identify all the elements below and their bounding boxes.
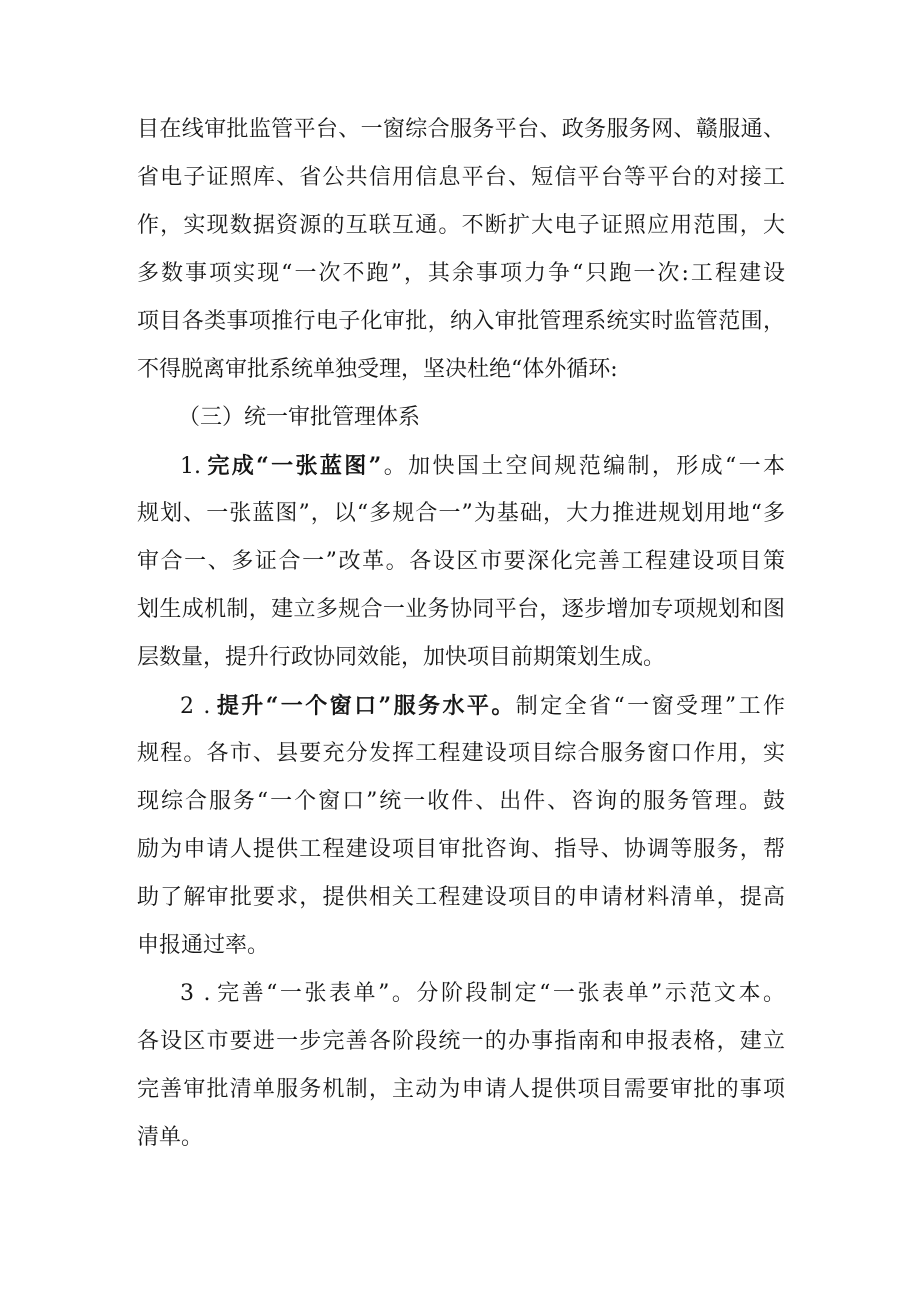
text-line: 完善审批清单服务机制，主动为申请人提供项目需要审批的事项: [137, 1077, 785, 1102]
text-line: 规划、一张蓝图”，以“多规合一”为基础，大力推进规划用地“多: [137, 501, 785, 526]
text-line: 划生成机制，建立多规合一业务协同平台，逐步增加专项规划和图: [137, 597, 785, 622]
item-number: 3 .: [180, 981, 211, 1006]
text-line: 现综合服务“一个窗口”统一收件、出件、咨询的服务管理。鼓: [137, 789, 785, 814]
text-line: 励为申请人提供工程建设项目审批咨询、指导、协调等服务，帮: [137, 837, 785, 862]
text-line: 清单。: [137, 1125, 204, 1150]
text-line: 助了解审批要求，提供相关工程建设项目的申请材料清单，提高: [137, 885, 785, 910]
item-title: 提升“一个窗口”服务水平。: [214, 693, 516, 719]
item-2-paragraph: [137, 682, 785, 970]
text-line: 项目各类事项推行电子化审批，纳入审批管理系统实时监管范围，: [137, 309, 785, 334]
text-line: 申报通过率。: [137, 933, 270, 958]
section-heading: （三）统一审批管理体系: [178, 405, 421, 430]
text-line: 作，实现数据资源的互联互通。不断扩大电子证照应用范围，大: [137, 213, 785, 238]
item-number: 2 .: [180, 694, 211, 719]
text-line: 审合一、多证合一”改革。各设区市要深化完善工程建设项目策: [137, 549, 785, 574]
item-1-paragraph: [137, 442, 785, 682]
text-line: 各设区市要进一步完善各阶段统一的办事指南和申报表格，建立: [137, 1029, 785, 1054]
item-1-first-line: [137, 442, 785, 490]
item-text: 制定全省“一窗受理”工作: [515, 694, 785, 719]
item-3-paragraph: [137, 970, 785, 1162]
item-text: 。加快国土空间规范编制，形成“一本: [381, 454, 785, 479]
item-title: 完成“一张蓝图”: [205, 453, 382, 479]
item-2-first-line: [137, 682, 785, 730]
text-line: 不得脱离审批系统单独受理，坚决杜绝“体外循环:: [137, 357, 618, 382]
text-line: 省电子证照库、省公共信用信息平台、短信平台等平台的对接工: [137, 165, 785, 190]
item-3-first-line: [137, 970, 785, 1018]
text-line: 层数量，提升行政协同效能，加快项目前期策划生成。: [137, 645, 666, 670]
intro-paragraph: [137, 106, 785, 394]
item-number: 1.: [180, 454, 201, 479]
item-text: 完善“一张表单”。分阶段制定“一张表单”示范文本。: [214, 981, 785, 1006]
text-line: 规程。各市、县要充分发挥工程建设项目综合服务窗口作用，实: [137, 741, 785, 766]
document-body: [137, 106, 785, 1162]
text-line: 目在线审批监管平台、一窗综合服务平台、政务服务网、赣服通、: [137, 117, 785, 142]
text-line: 多数事项实现“一次不跑”，其余事项力争“只跑一次:工程建设: [137, 261, 785, 286]
